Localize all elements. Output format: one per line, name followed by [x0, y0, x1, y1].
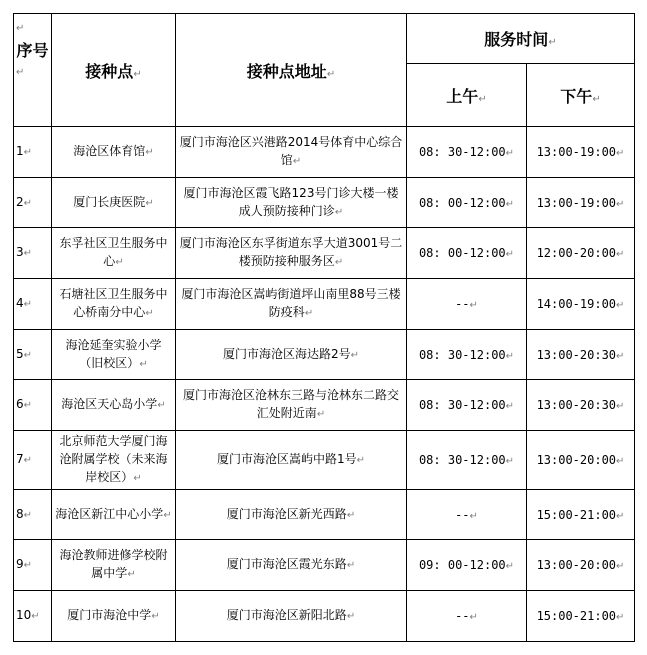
paragraph-mark: ↵ — [151, 611, 160, 622]
paragraph-mark: ↵ — [616, 456, 625, 467]
morning-cell — [407, 178, 527, 228]
paragraph-mark: ↵ — [505, 198, 515, 210]
morning-cell — [407, 330, 527, 380]
address-cell — [176, 178, 407, 228]
seq-cell — [14, 279, 52, 330]
table-body — [14, 127, 635, 642]
seq-cell-text: 7 — [16, 452, 24, 466]
paragraph-mark: ↵ — [23, 349, 33, 361]
address-cell — [176, 380, 407, 431]
paragraph-mark: ↵ — [616, 148, 625, 159]
address-cell — [176, 330, 407, 380]
seq-cell — [14, 540, 52, 591]
header-seq-label: 序号 — [16, 41, 49, 60]
morning-cell-text: 08: 30-12:00 — [418, 453, 506, 467]
site-cell — [52, 490, 176, 540]
afternoon-cell-text: 13:00-19:00 — [536, 195, 617, 210]
site-cell-text: 海沧延奎实验小学（旧校区） — [65, 337, 162, 370]
table-row — [14, 540, 635, 591]
header-morning — [407, 64, 527, 127]
table-row — [14, 279, 635, 330]
paragraph-mark: ↵ — [616, 350, 625, 362]
paragraph-mark: ↵ — [304, 308, 314, 319]
address-cell-text: 厦门市海沧区东孚街道东孚大道3001号二楼预防接种服务区 — [179, 236, 403, 268]
paragraph-mark: ↵ — [469, 300, 478, 311]
paragraph-mark: ↵ — [350, 349, 360, 361]
address-cell-text: 厦门市海沧区霞飞路123号门诊大楼一楼成人预防接种门诊 — [183, 185, 399, 218]
seq-cell — [14, 228, 52, 279]
seq-cell-text: 5 — [16, 346, 24, 361]
morning-cell — [407, 431, 527, 490]
seq-cell-text: 9 — [16, 557, 24, 571]
morning-cell — [407, 228, 527, 279]
afternoon-cell — [527, 540, 635, 591]
site-cell-text: 海沧区体育馆 — [73, 144, 146, 158]
address-cell — [176, 279, 407, 330]
paragraph-mark: ↵ — [326, 68, 336, 80]
header-service-time-label: 服务时间 — [484, 30, 549, 49]
address-cell-text: 厦门市海沧区新阳北路 — [226, 608, 347, 622]
seq-cell-text: 6 — [16, 397, 24, 411]
vaccination-sites-table — [13, 13, 634, 642]
address-cell — [176, 490, 407, 540]
site-cell-text: 海沧教师进修学校附属中学 — [59, 548, 168, 580]
paragraph-mark: ↵ — [478, 93, 487, 105]
address-cell-text: 厦门市海沧区霞光东路 — [226, 557, 347, 571]
table-row — [14, 490, 635, 540]
paragraph-mark: ↵ — [346, 560, 356, 571]
afternoon-cell — [527, 490, 635, 540]
site-cell-text: 北京师范大学厦门海沧附属学校（未来海岸校区） — [59, 434, 168, 484]
afternoon-cell — [527, 279, 635, 330]
paragraph-mark: ↵ — [23, 147, 33, 158]
paragraph-mark: ↵ — [23, 455, 33, 466]
morning-cell — [407, 127, 527, 178]
paragraph-mark: ↵ — [616, 612, 625, 623]
morning-cell — [407, 380, 527, 431]
morning-cell-text: -- — [455, 507, 470, 522]
paragraph-mark: ↵ — [346, 509, 356, 521]
header-site-label: 接种点 — [85, 61, 134, 81]
paragraph-mark: ↵ — [505, 148, 515, 159]
morning-cell — [407, 591, 527, 642]
seq-cell-text: 4 — [16, 296, 24, 310]
afternoon-cell-text: 13:00-19:00 — [536, 145, 617, 159]
address-cell-text: 厦门市海沧区沧林东三路与沧林东二路交汇处附近南 — [182, 388, 399, 420]
header-site — [52, 14, 176, 127]
afternoon-cell-text: 15:00-21:00 — [536, 609, 617, 623]
paragraph-mark: ↵ — [616, 249, 625, 260]
paragraph-mark: ↵ — [616, 561, 625, 572]
paragraph-mark: ↵ — [127, 569, 136, 580]
paragraph-mark: ↵ — [334, 257, 344, 268]
site-cell-text: 厦门长庚医院 — [73, 194, 146, 209]
site-cell-text: 厦门市海沧中学 — [67, 608, 152, 622]
header-afternoon-label: 下午 — [560, 86, 593, 106]
site-cell — [52, 127, 176, 178]
header-morning-label: 上午 — [446, 86, 479, 106]
afternoon-cell — [527, 330, 635, 380]
address-cell-text: 厦门市海沧区海达路2号 — [222, 346, 351, 361]
site-cell — [52, 540, 176, 591]
site-cell — [52, 591, 176, 642]
paragraph-mark: ↵ — [16, 23, 25, 34]
afternoon-cell-text: 12:00-20:00 — [536, 246, 617, 260]
afternoon-cell-text: 13:00-20:00 — [536, 558, 617, 572]
paragraph-mark: ↵ — [133, 68, 142, 80]
site-cell — [52, 228, 176, 279]
address-cell-text: 厦门市海沧区嵩屿中路1号 — [216, 452, 357, 466]
paragraph-mark: ↵ — [292, 156, 302, 167]
morning-cell — [407, 279, 527, 330]
seq-cell — [14, 591, 52, 642]
table-row — [14, 330, 635, 380]
afternoon-cell — [527, 127, 635, 178]
address-cell — [176, 540, 407, 591]
seq-cell — [14, 380, 52, 431]
site-cell — [52, 178, 176, 228]
address-cell-text: 厦门市海沧区兴港路2014号体育中心综合馆 — [179, 135, 403, 167]
site-cell-text: 海沧区新江中心小学 — [55, 506, 164, 521]
paragraph-mark: ↵ — [23, 197, 33, 209]
afternoon-cell — [527, 178, 635, 228]
header-service-time — [407, 14, 635, 64]
afternoon-cell-text: 13:00-20:30 — [536, 347, 617, 362]
paragraph-mark: ↵ — [31, 611, 40, 622]
paragraph-mark: ↵ — [505, 249, 515, 260]
paragraph-mark: ↵ — [469, 510, 478, 522]
morning-cell-text: 08: 30-12:00 — [418, 145, 506, 159]
seq-cell — [14, 178, 52, 228]
paragraph-mark: ↵ — [616, 198, 625, 210]
afternoon-cell-text: 14:00-19:00 — [536, 297, 617, 311]
morning-cell-text: -- — [455, 609, 470, 623]
address-cell — [176, 591, 407, 642]
paragraph-mark: ↵ — [23, 400, 33, 411]
paragraph-mark: ↵ — [145, 197, 154, 209]
paragraph-mark: ↵ — [548, 37, 557, 48]
morning-cell-text: 08: 30-12:00 — [418, 347, 506, 362]
paragraph-mark: ↵ — [505, 561, 515, 572]
seq-cell — [14, 127, 52, 178]
afternoon-cell — [527, 228, 635, 279]
header-address-label: 接种点地址 — [246, 61, 327, 81]
header-address — [176, 14, 407, 127]
paragraph-mark: ↵ — [157, 400, 166, 411]
paragraph-mark: ↵ — [616, 300, 625, 311]
paragraph-mark: ↵ — [356, 455, 366, 466]
paragraph-mark: ↵ — [334, 206, 344, 218]
paragraph-mark: ↵ — [616, 510, 625, 522]
morning-cell — [407, 490, 527, 540]
seq-cell — [14, 330, 52, 380]
paragraph-mark: ↵ — [469, 612, 478, 623]
address-cell — [176, 431, 407, 490]
paragraph-mark: ↵ — [133, 473, 142, 484]
table-row — [14, 127, 635, 178]
paragraph-mark: ↵ — [505, 350, 515, 362]
morning-cell-text: -- — [455, 297, 470, 311]
seq-cell — [14, 431, 52, 490]
table-row — [14, 591, 635, 642]
site-cell — [52, 431, 176, 490]
paragraph-mark: ↵ — [592, 93, 601, 105]
paragraph-mark: ↵ — [616, 401, 625, 412]
table-row — [14, 431, 635, 490]
afternoon-cell-text: 13:00-20:30 — [536, 398, 617, 412]
paragraph-mark: ↵ — [16, 67, 25, 78]
morning-cell-text: 08: 00-12:00 — [418, 246, 506, 260]
seq-cell — [14, 490, 52, 540]
table-row — [14, 178, 635, 228]
paragraph-mark: ↵ — [139, 358, 148, 370]
seq-cell-text: 10 — [16, 608, 32, 622]
paragraph-mark: ↵ — [23, 560, 33, 571]
afternoon-cell-text: 13:00-20:00 — [536, 453, 617, 467]
morning-cell — [407, 540, 527, 591]
paragraph-mark: ↵ — [23, 509, 33, 521]
header-afternoon — [527, 64, 635, 127]
afternoon-cell — [527, 591, 635, 642]
site-cell-text: 海沧区天心岛小学 — [61, 397, 158, 411]
paragraph-mark: ↵ — [23, 299, 33, 310]
table-row — [14, 228, 635, 279]
paragraph-mark: ↵ — [163, 509, 172, 521]
paragraph-mark: ↵ — [145, 147, 154, 158]
address-cell-text: 厦门市海沧区新光西路 — [226, 506, 347, 521]
morning-cell-text: 08: 00-12:00 — [418, 195, 506, 210]
seq-cell-text: 2 — [16, 194, 24, 209]
afternoon-cell — [527, 431, 635, 490]
address-cell — [176, 228, 407, 279]
paragraph-mark: ↵ — [115, 257, 124, 268]
site-cell — [52, 330, 176, 380]
afternoon-cell — [527, 380, 635, 431]
paragraph-mark: ↵ — [316, 409, 326, 420]
paragraph-mark: ↵ — [145, 308, 154, 319]
address-cell-text: 厦门市海沧区嵩屿街道坪山南里88号三楼防疫科 — [181, 287, 401, 319]
paragraph-mark: ↵ — [346, 611, 356, 622]
seq-cell-text: 1 — [16, 144, 24, 158]
site-cell-text: 石塘社区卫生服务中心桥南分中心 — [59, 287, 168, 319]
site-cell — [52, 279, 176, 330]
seq-cell-text: 3 — [16, 245, 24, 259]
header-seq — [14, 14, 52, 127]
paragraph-mark: ↵ — [23, 248, 33, 259]
site-cell — [52, 380, 176, 431]
afternoon-cell-text: 15:00-21:00 — [536, 507, 617, 522]
site-cell-text: 东孚社区卫生服务中心 — [59, 236, 168, 268]
paragraph-mark: ↵ — [505, 456, 515, 467]
morning-cell-text: 08: 30-12:00 — [418, 398, 506, 412]
seq-cell-text: 8 — [16, 506, 24, 521]
address-cell — [176, 127, 407, 178]
morning-cell-text: 09: 00-12:00 — [418, 558, 506, 572]
paragraph-mark: ↵ — [505, 401, 515, 412]
table-row — [14, 380, 635, 431]
